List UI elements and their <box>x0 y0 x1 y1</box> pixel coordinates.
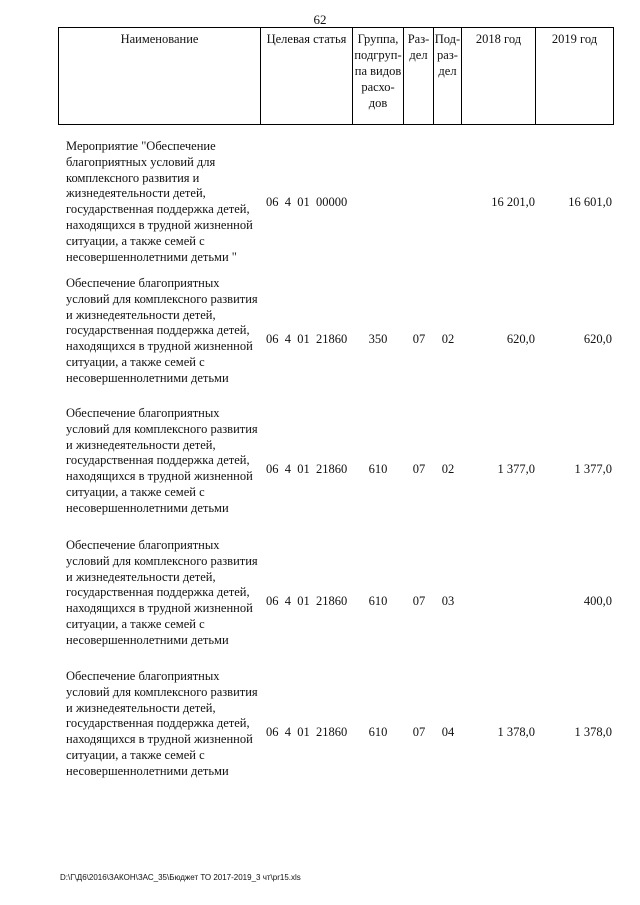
header-name: Наименование <box>58 27 261 125</box>
row-2019: 620,0 <box>583 332 612 346</box>
row-code: 06 4 01 21860 <box>266 594 348 608</box>
row-2019: 1 377,0 <box>574 462 612 476</box>
row-2018: 1 377,0 <box>497 462 535 476</box>
row-razdel: 07 <box>412 462 426 476</box>
row-podrazdel: 04 <box>441 725 455 739</box>
row-razdel: 07 <box>412 725 426 739</box>
row-razdel: 07 <box>412 594 426 608</box>
page-number: 62 <box>313 12 327 27</box>
row-group: 610 <box>368 462 388 476</box>
row-name: Мероприятие "Обеспечение благоприятных условий для комплексного развития и жизнедеятельности детей, государственная поддержка детей, находящихся в трудной жизненной ситуации, а также семей с несовершеннолетними детьми " <box>66 139 253 264</box>
row-name: Обеспечение благоприятных условий для комплексного развития и жизнедеятельности детей, государственная поддержка детей, находящихся в трудной жизненной ситуации, а также семей с несовершеннолетними детьми <box>66 406 258 515</box>
row-podrazdel: 02 <box>441 332 455 346</box>
row-2018: 620,0 <box>506 332 535 346</box>
row-name: Обеспечение благоприятных условий для комплексного развития и жизнедеятельности детей, государственная поддержка детей, находящихся в трудной жизненной ситуации, а также семей с несовершеннолетними детьми <box>66 538 258 647</box>
row-group: 350 <box>368 332 388 346</box>
row-name: Обеспечение благоприятных условий для комплексного развития и жизнедеятельности детей, государственная поддержка детей, находящихся в трудной жизненной ситуации, а также семей с несовершеннолетними детьми <box>66 669 258 778</box>
row-2019: 400,0 <box>583 594 612 608</box>
row-group: 610 <box>368 725 388 739</box>
row-code: 06 4 01 00000 <box>266 195 348 209</box>
row-podrazdel: 02 <box>441 462 455 476</box>
header-target: Целевая статья <box>261 27 353 125</box>
row-2019: 16 601,0 <box>568 195 612 209</box>
row-name: Обеспечение благоприятных условий для комплексного развития и жизнедеятельности детей, государственная поддержка детей, находящихся в трудной жизненной ситуации, а также семей с несовершеннолетними детьми <box>66 276 258 385</box>
row-2018: 1 378,0 <box>497 725 535 739</box>
header-podrazdel: Под-раз-дел <box>434 27 462 125</box>
header-razdel: Раз-дел <box>404 27 434 125</box>
file-path-footer: D:\Г\Д6\2016\ЗАКОН\ЗАС_35\Бюджет ТО 2017-2019_3 чт\pr15.xls <box>60 873 301 882</box>
row-2018: 16 201,0 <box>491 195 535 209</box>
row-code: 06 4 01 21860 <box>266 462 348 476</box>
row-2019: 1 378,0 <box>574 725 612 739</box>
row-group: 610 <box>368 594 388 608</box>
header-group: Группа, подгруп-па видов расхо-дов <box>353 27 404 125</box>
row-code: 06 4 01 21860 <box>266 725 348 739</box>
row-code: 06 4 01 21860 <box>266 332 348 346</box>
row-podrazdel: 03 <box>441 594 455 608</box>
row-razdel: 07 <box>412 332 426 346</box>
header-2019: 2019 год <box>536 27 614 125</box>
header-2018: 2018 год <box>462 27 536 125</box>
